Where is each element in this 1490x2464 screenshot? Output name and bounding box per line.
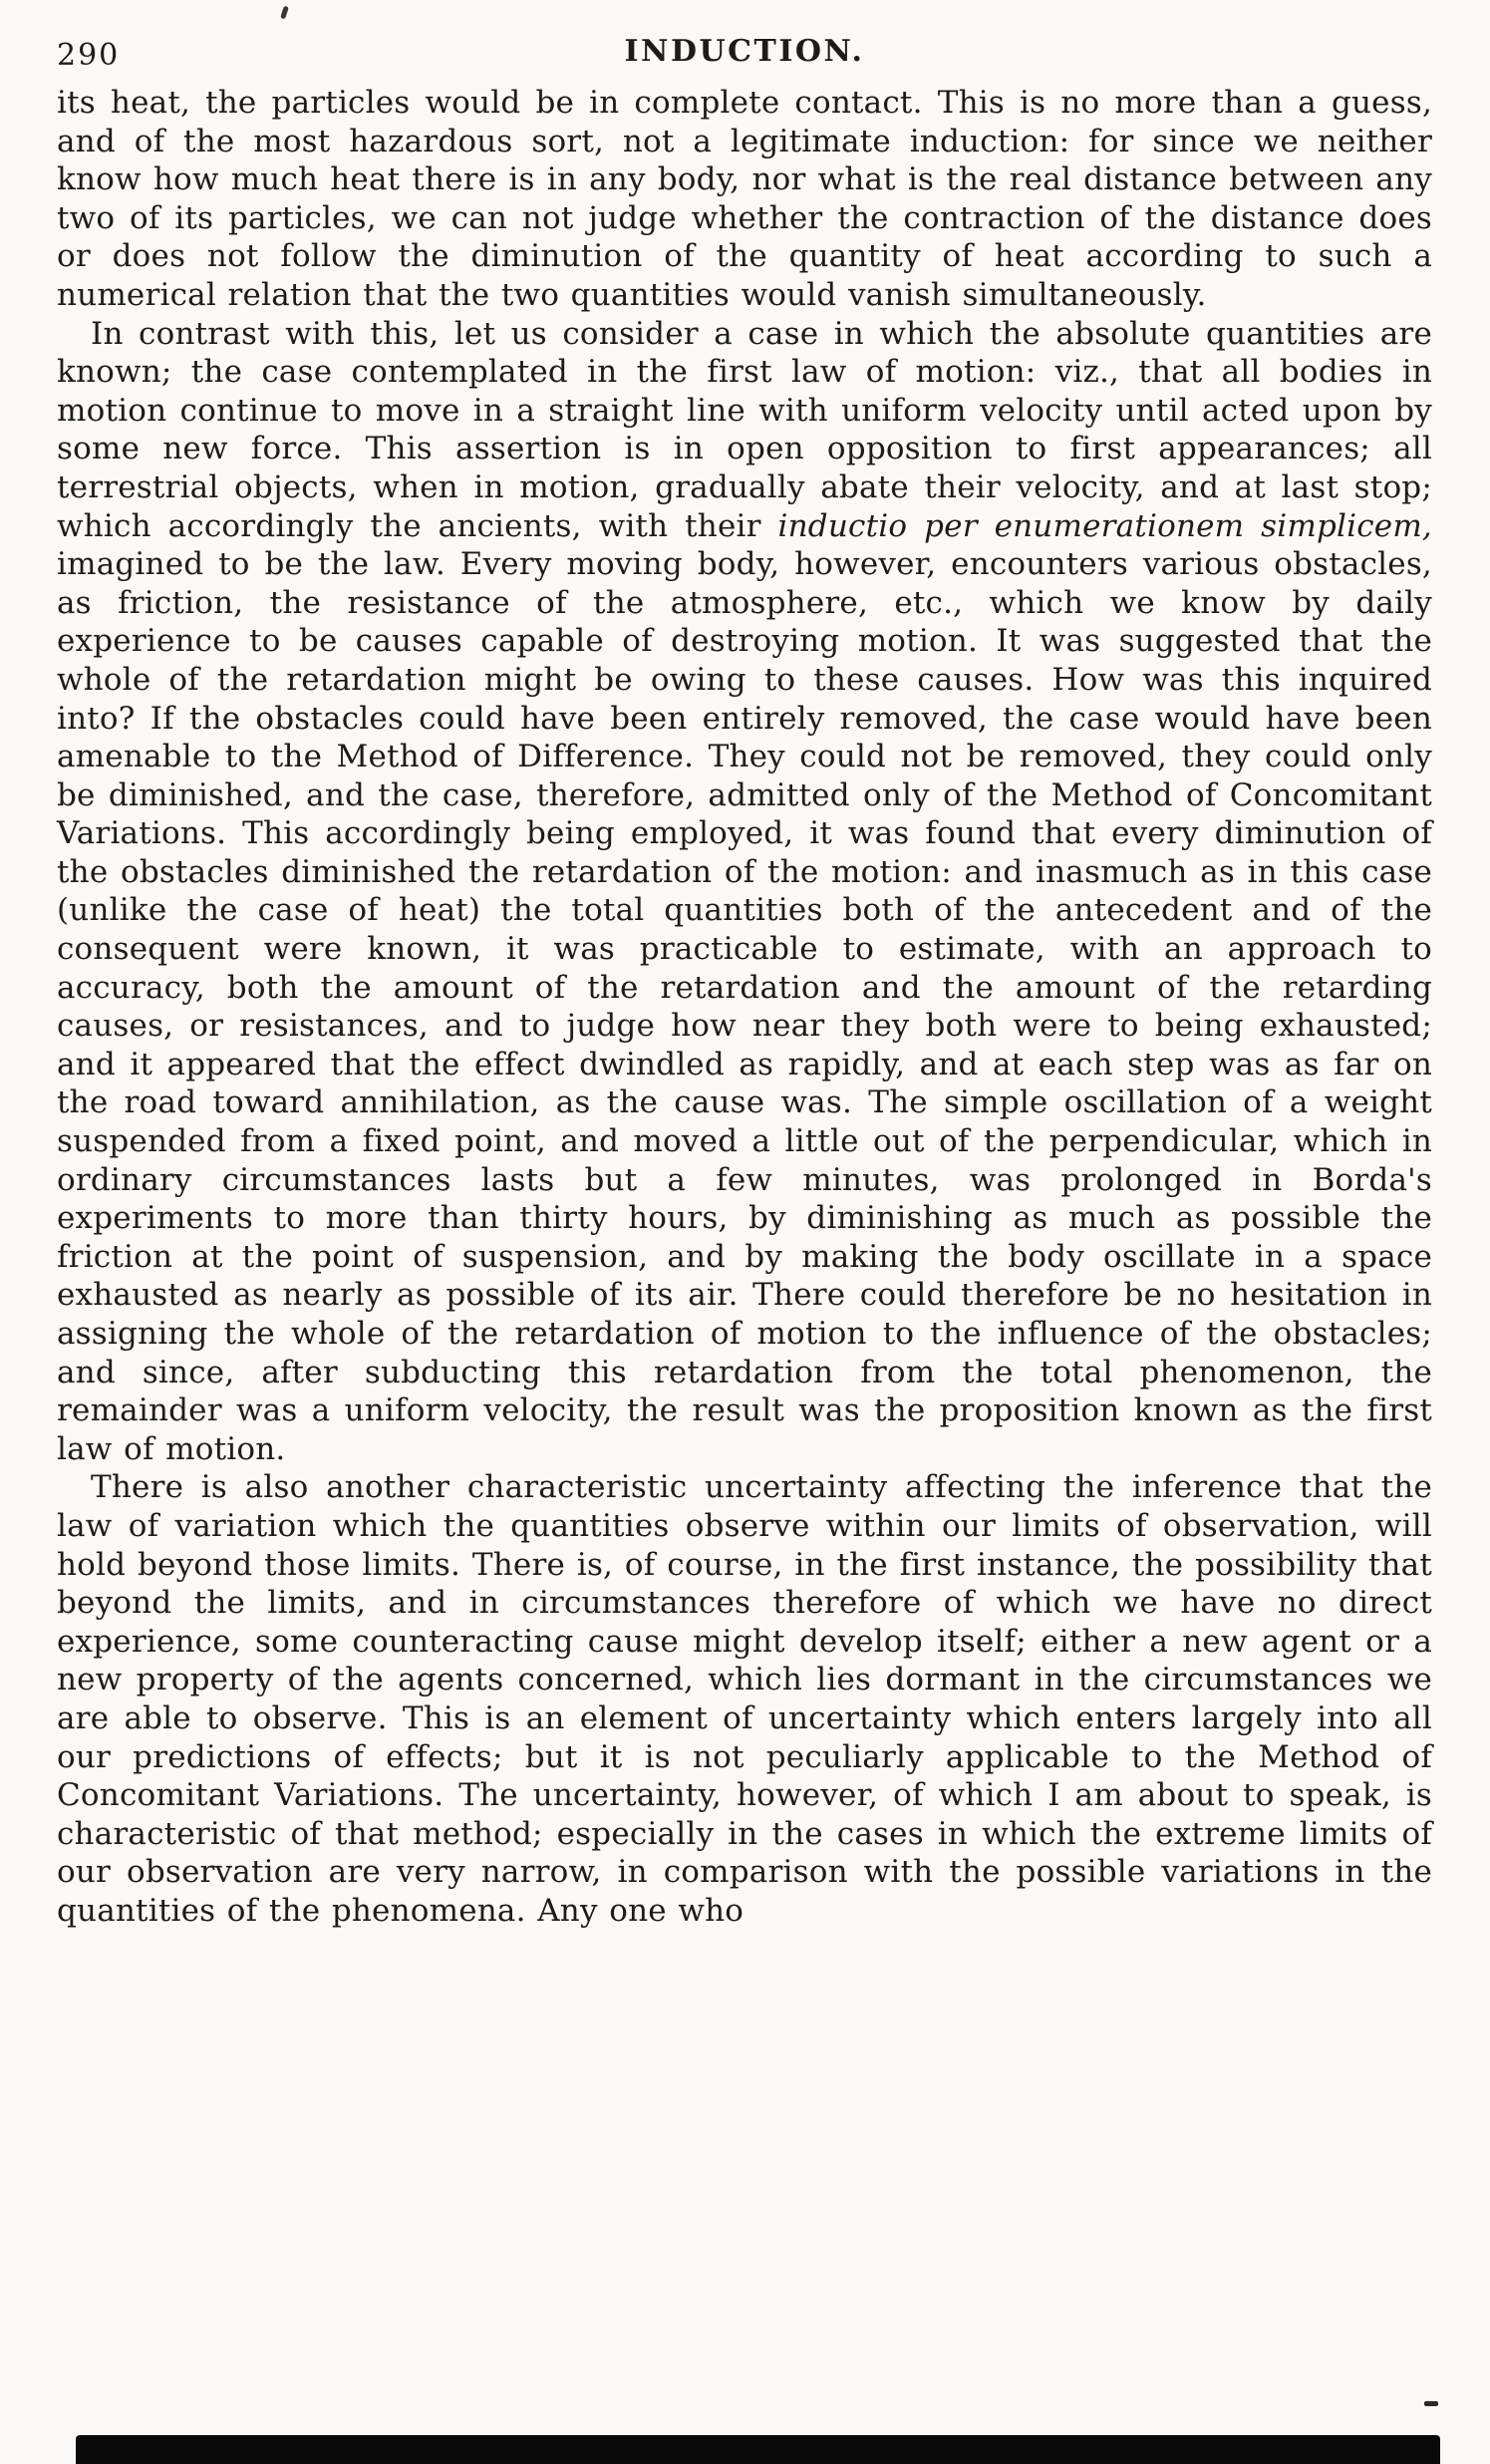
page-number: 290 xyxy=(57,38,121,73)
page-header xyxy=(57,34,1432,78)
scan-edge-artifact xyxy=(76,2435,1440,2464)
text-run: imagined to be the law. Every moving body, however, encounters various obstacles, as friction, the resistance of the atmosphere, etc., which we know by daily experience to be causes capable of destroying motion. It was suggested that the whole of the retardation might be owing to these causes. How was this inquired into? If the obstacles could have been entirely removed, the case would have been amenable to the Method of Difference. They could not be removed, they could only be diminished, and the case, therefore, admitted only of the Method of Concomitant Variations. This accordingly being employed, it was found that every diminution of the obstacles diminished the retardation of the motion: and inasmuch as in this case (unlike the case of heat) the total quantities both of the antecedent and of the consequent were known, it was practicable to estimate, with an approach to accuracy, both the amount of the retardation and the amount of the retarding causes, or resistances, and to judge how near they both were to being exhausted; and it appeared that the effect dwindled as rapidly, and at each step was as far on the road toward annihilation, as the cause was. The simple oscillation of a weight suspended from a fixed point, and moved a little out of the perpendicular, which in ordinary circumstances lasts but a few minutes, was prolonged in Borda's experiments to more than thirty hours, by diminishing as much as possible the friction at the point of suspension, and by making the body oscillate in a space exhausted as nearly as possible of its air. There could therefore be no hesitation in assigning the whole of the retardation of motion to the influence of the obstacles; and since, after subducting this retardation from the total phenomenon, the remainder was a uniform velocity, the result was the proposition known as the first law of motion. xyxy=(57,546,1432,1467)
text-run: There is also another characteristic uncertainty affecting the inference that the law of variation which the quantities observe within our limits of observation, will hold beyond those limits. There is, of course, in the first instance, the possibility that beyond the limits, and in circumstances therefore of which we have no direct experience, some counteracting cause might develop itself; either a new agent or a new property of the agents concerned, which lies dormant in the circumstances we are able to observe. This is an element of uncertainty which enters largely into all our predictions of effects; but it is not peculiarly applicable to the Method of Concomitant Variations. The uncertainty, however, of which I am about to speak, is characteristic of that method; especially in the cases in which the extreme limits of our observation are very narrow, in comparison with the possible variations in the quantities of the phenomena. Any one who xyxy=(57,1469,1432,1929)
paragraph xyxy=(57,1468,1432,1930)
scan-speck-artifact xyxy=(1424,2401,1438,2406)
italic-text-run: inductio per enumerationem simplicem, xyxy=(777,507,1432,544)
paragraph xyxy=(57,315,1432,1469)
text-run: its heat, the particles would be in complete contact. This is no more than a guess, and of the most hazardous sort, not a legitimate induction: for since we neither know how much heat there is in any body, nor what is the real distance between any two of its particles, we can not judge whether the contraction of the distance does or does not follow the diminution of the quantity of heat according to such a numerical relation that the two quantities would vanish simultaneously. xyxy=(57,85,1432,313)
paragraph xyxy=(57,84,1432,315)
text-run: In contrast with this, let us consider a case in which the absolute quantities are known; the case contemplated in the first law of motion: viz., that all bodies in motion continue to move in a straight line with uniform velocity until acted upon by some new force. This assertion is in open opposition to first appearances; all terrestrial objects, when in motion, gradually abate their velocity, and at last stop; which accordingly the ancients, with their xyxy=(57,315,1432,544)
page-body xyxy=(57,84,1432,1931)
running-header: INDUCTION. xyxy=(624,34,865,69)
scan-speck-artifact xyxy=(280,6,289,20)
